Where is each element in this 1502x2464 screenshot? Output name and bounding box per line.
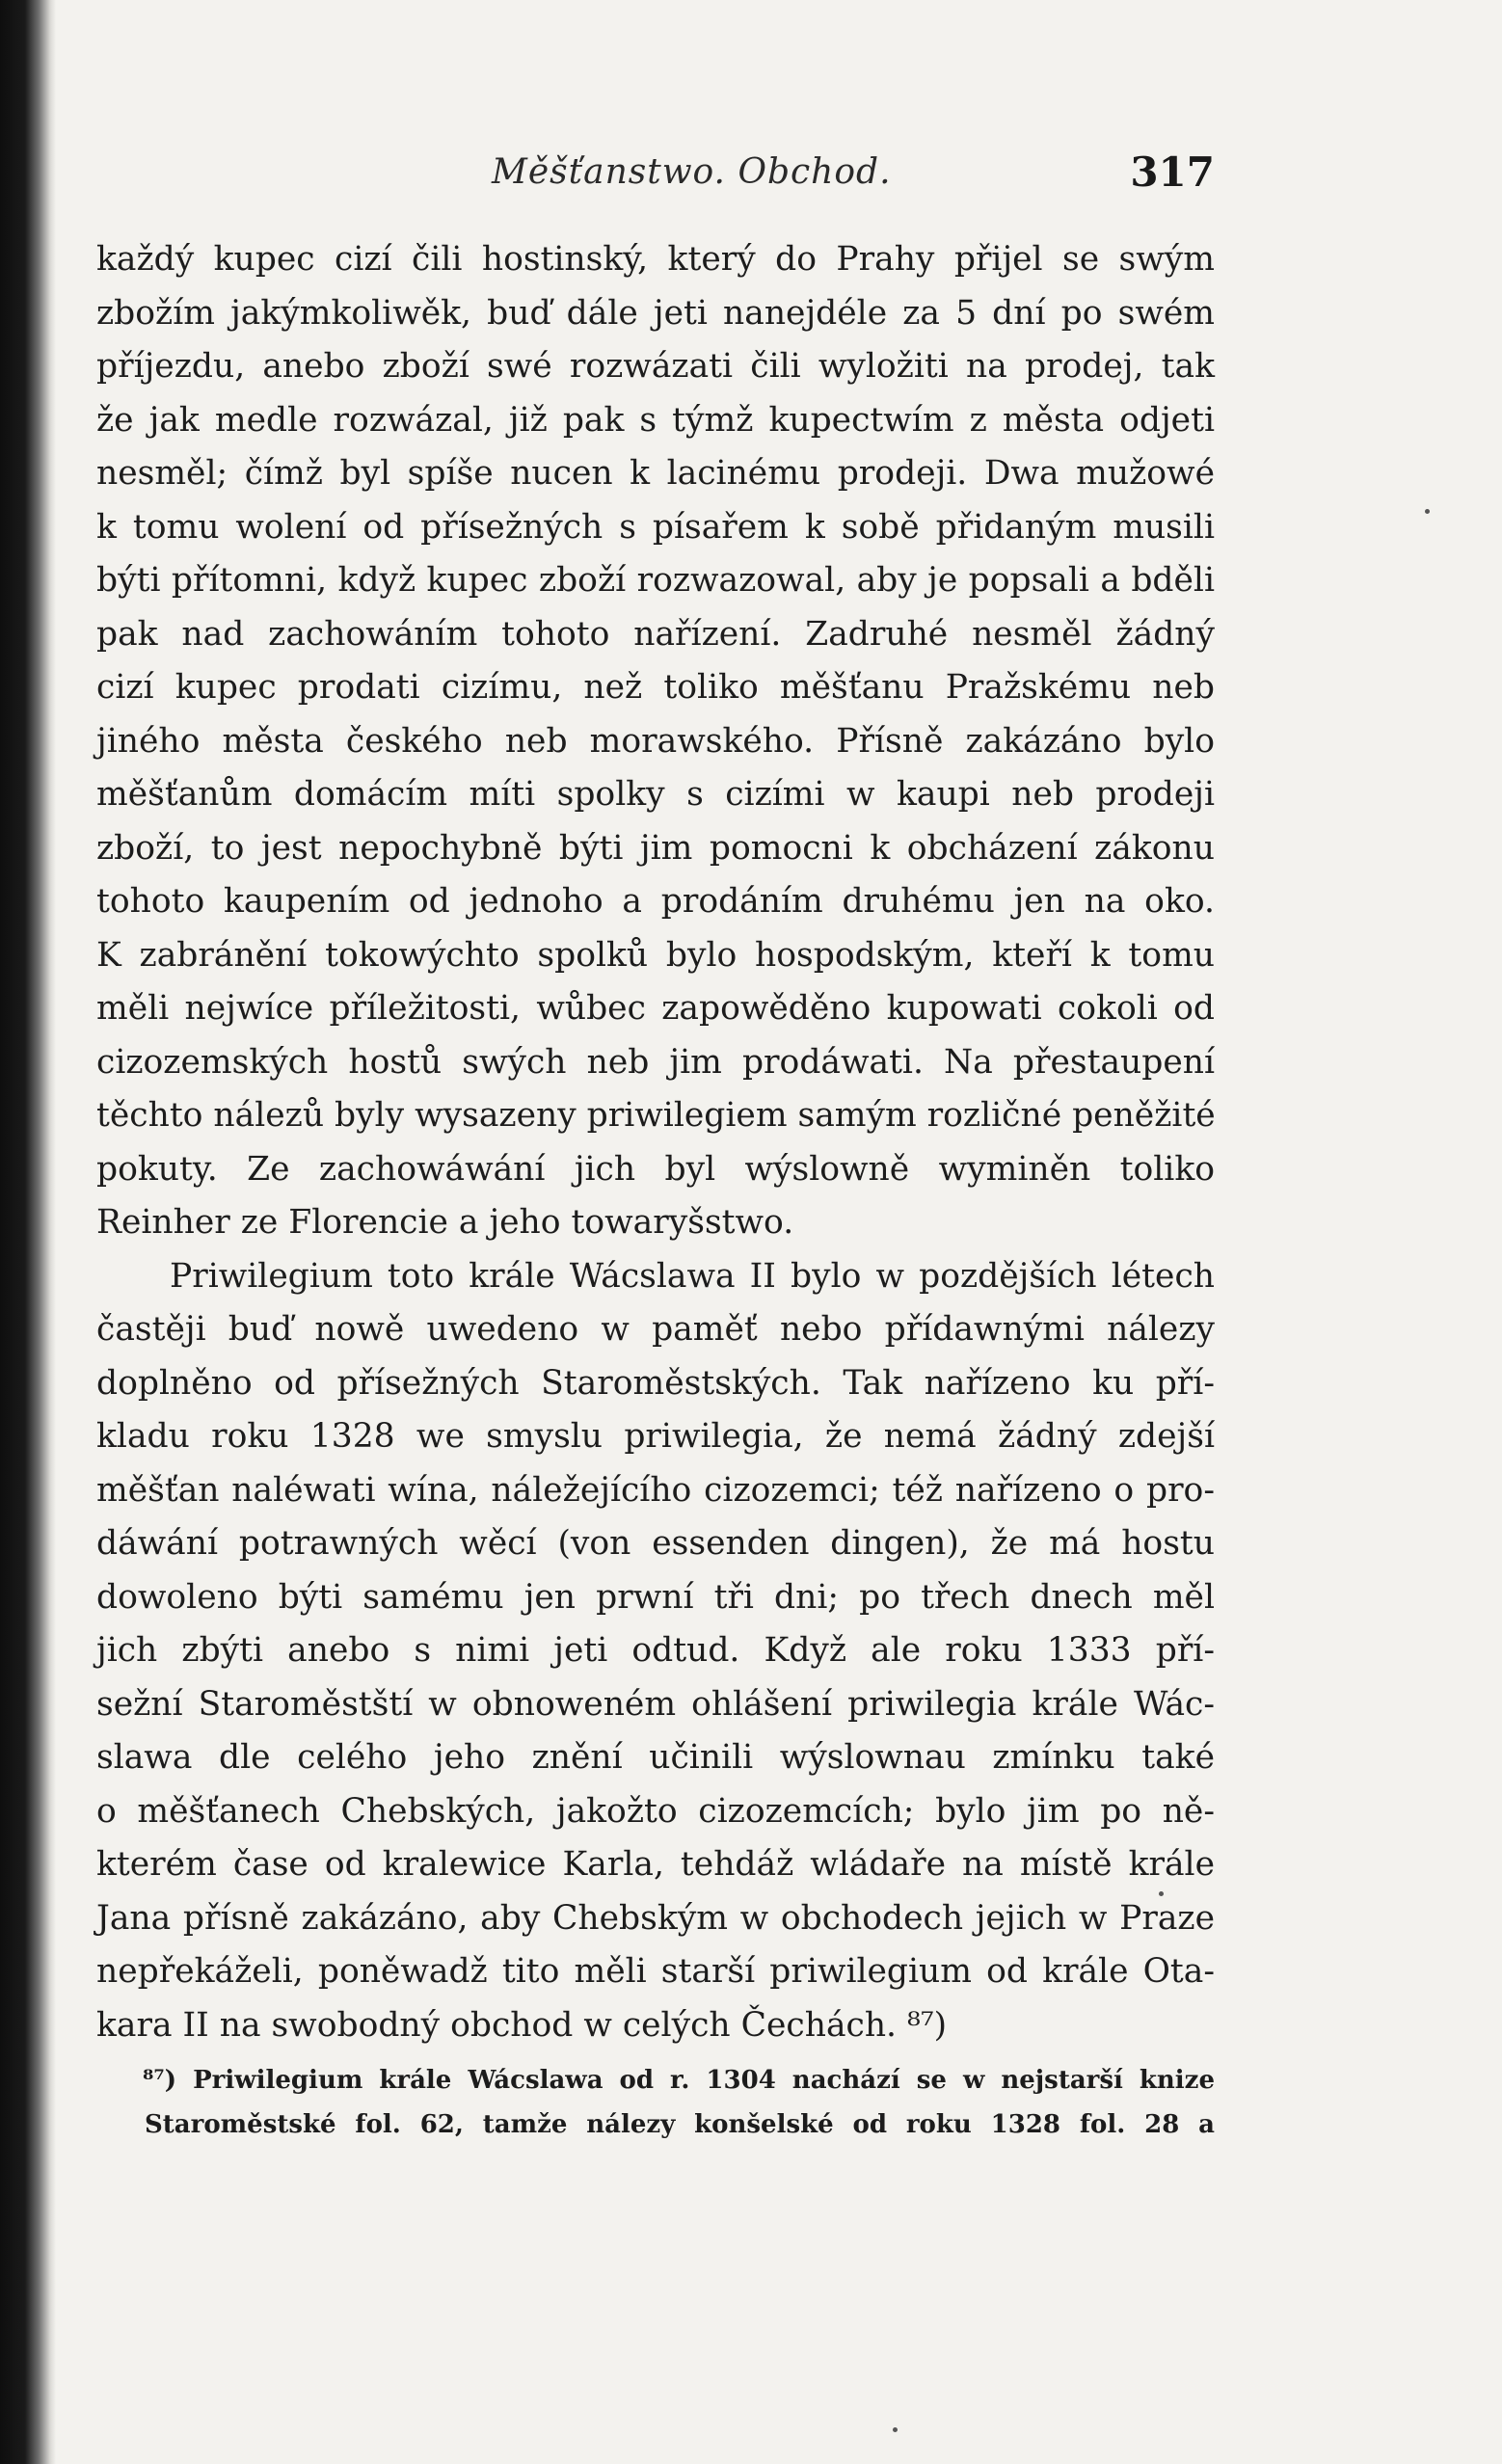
text-line: těchto nálezů byly wysazeny priwilegiem samým rozličné peněžité <box>96 1096 1216 1135</box>
text-line: slawa dle celého jeho znění učinili wýslownau zmínku také <box>96 1738 1215 1777</box>
text-line: nesměl; čímž byl spíše nucen k lacinému prodeji. Dwa mužowé <box>96 454 1215 493</box>
book-page <box>96 145 1215 2439</box>
footnote-line: Staroměstské fol. 62, tamže nálezy konšelské od roku 1328 fol. 28 a <box>145 2110 1215 2139</box>
text-line: k tomu wolení od přísežných s písařem k sobě přidaným musili <box>96 507 1215 547</box>
page-header <box>96 145 1215 222</box>
text-line: měšťanům domácím míti spolky s cizími w kaupi neb prodeji <box>96 775 1215 814</box>
text-line: tohoto kaupením od jednoho a prodáním druhému jen na oko. <box>96 882 1215 921</box>
text-line: o měšťanech Chebských, jakožto cizozemcích; bylo jim po ně- <box>96 1791 1215 1831</box>
text-line: nepřekáželi, poněwadž tito měli starší priwilegium od krále Ota- <box>96 1952 1215 1991</box>
footnote <box>96 2058 1215 2147</box>
scan-speck <box>1159 1891 1164 1896</box>
text-line: kara II na swobodný obchod w celých Čechách. ⁸⁷) <box>96 2005 948 2045</box>
running-title: Měšťanstwo. Obchod. <box>492 152 892 192</box>
text-line: kterém čase od kralewice Karla, tehdáž wládaře na místě krále <box>96 1845 1215 1884</box>
text-line: pokuty. Ze zachowáwání jich byl wýslowně wyminěn toliko <box>96 1149 1215 1189</box>
text-line: cizí kupec prodati cizímu, než toliko měšťanu Pražskému neb <box>96 668 1215 707</box>
text-line: měli nejwíce příležitosti, wůbec zapowěděno kupowati cokoli od <box>96 989 1215 1028</box>
scan-speck <box>1425 509 1430 514</box>
text-line: dáwání potrawných wěcí (von essenden dingen), že má hostu <box>96 1524 1215 1563</box>
text-line: doplněno od přísežných Staroměstských. Tak nařízeno ku pří- <box>96 1363 1215 1403</box>
text-line: dowoleno býti samému jen prwní tři dni; po třech dnech měl <box>96 1577 1215 1617</box>
text-line: Priwilegium toto krále Wácslawa II bylo w pozdějších létech <box>170 1256 1215 1296</box>
text-line: častěji buď nowě uwedeno w paměť nebo přídawnými nálezy <box>96 1310 1215 1349</box>
page-number: 317 <box>1130 148 1215 196</box>
scan-speck <box>893 2427 898 2432</box>
text-line: Jana přísně zakázáno, aby Chebským w obchodech jejich w Praze <box>96 1898 1215 1938</box>
scan-binding-edge <box>0 0 56 2464</box>
text-line: býti přítomni, když kupec zboží rozwazowal, aby je popsali a bděli <box>96 561 1215 600</box>
text-line: že jak medle rozwázal, již pak s týmž kupectwím z města odjeti <box>96 400 1215 440</box>
text-line: jich zbýti anebo s nimi jeti odtud. Když ale roku 1333 pří- <box>96 1631 1215 1670</box>
text-line: sežní Staroměstští w obnoweném ohlášení priwilegia krále Wác- <box>96 1684 1215 1724</box>
paragraph-2 <box>96 1250 1215 2053</box>
text-line: zboží, to jest nepochybně býti jim pomocni k obcházení zákonu <box>96 828 1215 868</box>
text-line: pak nad zachowáním tohoto nařízení. Zadruhé nesměl žádný <box>96 614 1215 654</box>
text-line: Reinher ze Florencie a jeho towaryšstwo. <box>96 1203 794 1242</box>
text-line: zbožím jakýmkoliwěk, buď dále jeti nanejdéle za 5 dní po swém <box>96 293 1215 333</box>
footnote-line: ⁸⁷) Priwilegium krále Wácslawa od r. 1304 nachází se w nejstarší knize <box>143 2066 1215 2095</box>
text-line: měšťan naléwati wína, náležejícího cizozemci; též nařízeno o pro- <box>96 1470 1215 1510</box>
text-line: příjezdu, anebo zboží swé rozwázati čili wyložiti na prodej, tak <box>96 347 1215 386</box>
text-line: cizozemských hostů swých neb jim prodáwati. Na přestaupení <box>96 1042 1215 1082</box>
paragraph-1 <box>96 233 1215 1250</box>
body-text <box>96 233 1215 2052</box>
text-line: každý kupec cizí čili hostinský, který do Prahy přijel se swým <box>96 240 1215 279</box>
text-line: kladu roku 1328 we smyslu priwilegia, že nemá žádný zdejší <box>96 1417 1215 1456</box>
text-line: K zabránění tokowýchto spolků bylo hospodským, kteří k tomu <box>96 935 1215 975</box>
text-line: jiného města českého neb morawského. Přísně zakázáno bylo <box>96 721 1215 761</box>
